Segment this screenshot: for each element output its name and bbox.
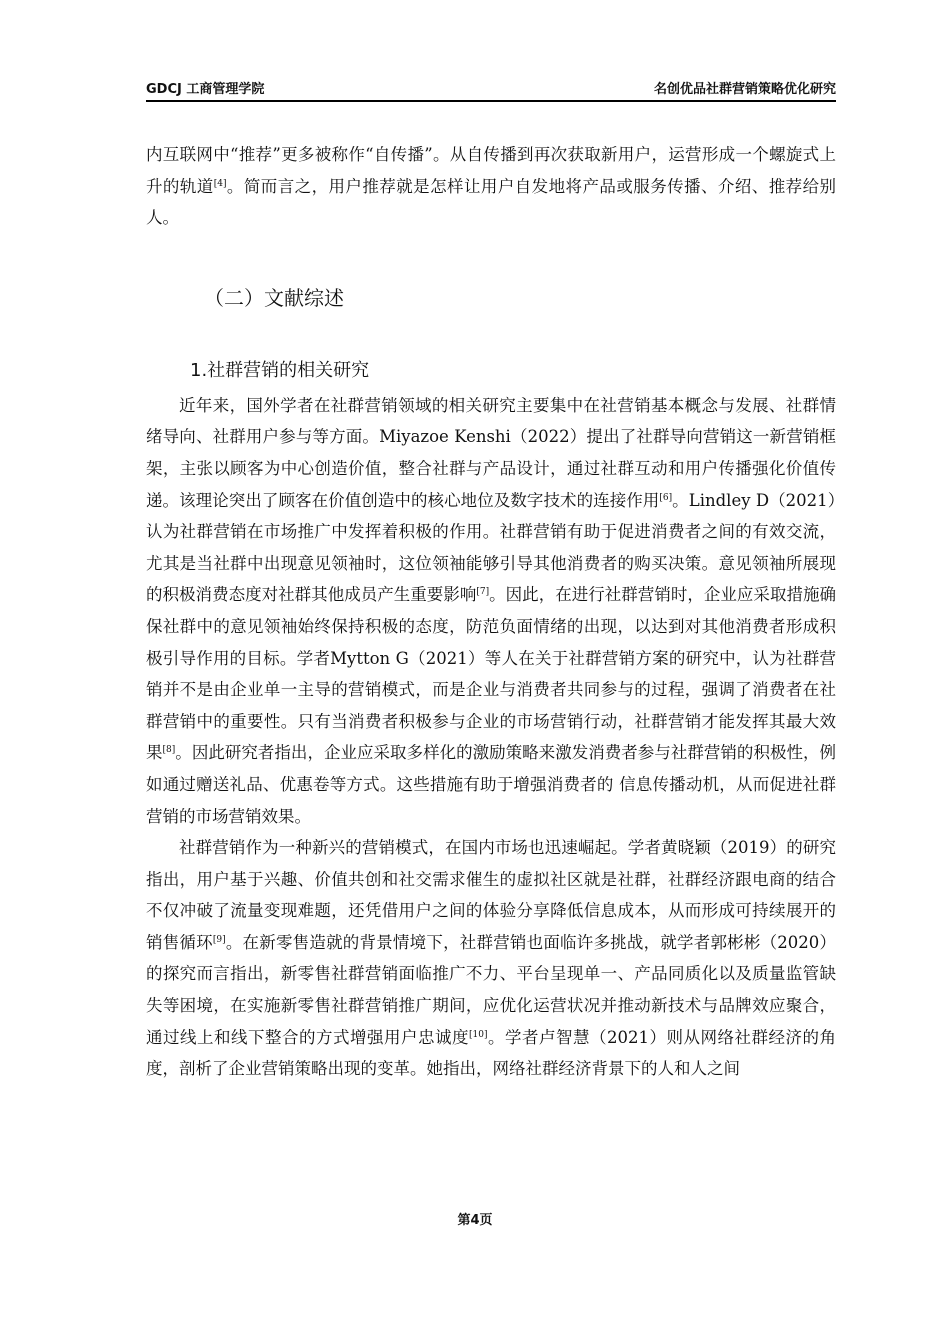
section-title: （二）文献综述 [204,285,344,310]
paragraph-continuation [146,139,836,234]
text-run: 社群营销作为一种新兴的营销模式，在国内市场也迅速崛起。学者黄晓颖（2019）的研究指出，用户基于兴趣、价值共创和社交需求催生的虚拟社区就是社群，社群经济跟电商的结合不仅冲破了流量变现难题，还凭借用户之间的体验分享降低信息成本，从而形成可持续展开的销售循环 [146,838,836,952]
paragraph-domestic-research [146,832,836,1085]
header-rule [146,100,836,102]
citation-ref: [7] [476,587,490,598]
citation-ref: [9] [212,934,226,945]
subsection-title: 1.社群营销的相关研究 [190,359,370,381]
text-run: 。因此研究者指出，企业应采取多样化的激励策略来激发消费者参与社群营销的积极性，例如通过赠送礼品、优惠卷等方式。这些措施有助于增强消费者的 信息传播动机，从而促进社群营销的市场营销效果。 [146,743,837,826]
text-run: 。简而言之，用户推荐就是怎样让用户自发地将产品或服务传播、介绍、推荐给别人。 [146,176,837,228]
page-body [146,139,836,1085]
paragraph-foreign-research [146,390,836,832]
citation-ref: [8] [162,745,176,756]
text-run: 近年来，国外学者在社群营销领域的相关研究主要集中在社营销基本概念与发展、社群情绪导向、社群用户参与等方面。Miyazoe Kenshi（2022）提出了社群导向营销这一新营销框架，主张以顾客为中心创造价值，整合社群与产品设计，通过社群互动和用户传播强化价值传递。该理论突出了顾客在价值创造中的核心地位及数字技术的连接作用 [146,395,836,510]
text-run: 。学者卢智慧（2021）则从网络社群经济的角度，剖析了企业营销策略出现的变革。她指出，网络社群经济背景下的人和人之间 [146,1027,836,1079]
text-run: 。Lindley D（2021）认为社群营销在市场推广中发挥着积极的作用。社群营销有助于促进消费者之间的有效交流，尤其是当社群中出现意见领袖时，这位领袖能够引导其他消费者的购买决策。意见领袖所展现的积极消费态度对社群其他成员产生重要影响 [146,490,836,605]
citation-ref: [10] [469,1029,488,1040]
text-run: 内互联网中“推荐”更多被称作“自传播”。从自传播到再次获取新用户，运营形成一个螺旋式上升的轨道 [146,145,836,196]
citation-ref: [4] [213,178,227,189]
header-institution: GDCJ 工商管理学院 [146,82,265,97]
text-run: 。因此，在进行社群营销时，企业应采取措施确保社群中的意见领袖始终保持积极的态度，防范负面情绪的出现，以达到对其他消费者形成积极引导作用的目标。学者Mytton G（2021）等人在关于社群营销方案的研究中，认为社群营销并不是由企业单一主导的营销模式，而是企业与消费者共同参与的过程，强调了消费者在社群营销中的重要性。只有当消费者积极参与企业的市场营销行动，社群营销才能发挥其最大效果 [146,585,837,763]
header-thesis-title: 名创优品社群营销策略优化研究 [653,82,836,97]
page-header [146,78,836,98]
text-run: 。在新零售造就的背景情境下，社群营销也面临许多挑战，就学者郭彬彬（2020）的探究而言指出，新零售社群营销面临推广不力、平台呈现单一、产品同质化以及质量监管缺失等困境，在实施新零售社群营销推广期间，应优化运营状况并推动新技术与品牌效应聚合，通过线上和线下整合的方式增强用户忠诚度 [146,932,837,1047]
page-number: 第4页 [457,1213,493,1228]
citation-ref: [6] [659,492,673,503]
